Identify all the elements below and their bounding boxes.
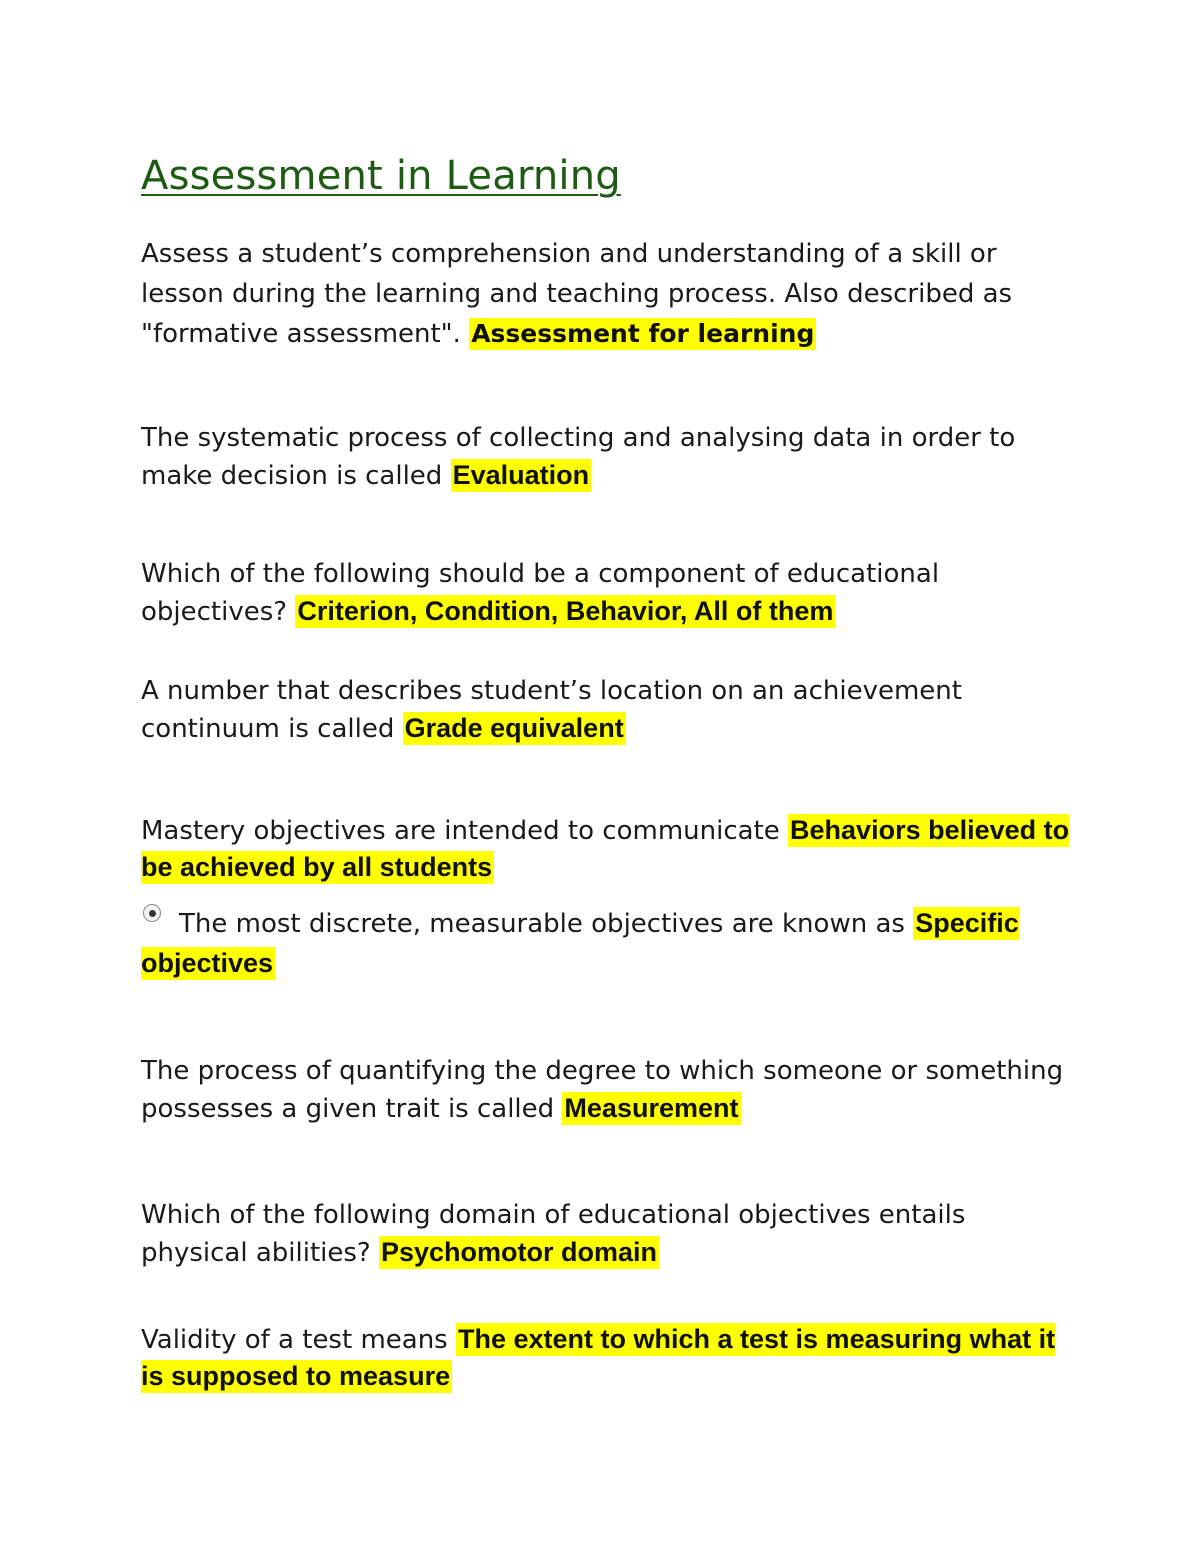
qa-item-9 <box>141 1321 1071 1395</box>
qa-item-5 <box>141 812 1071 886</box>
answer-highlight: Measurement <box>564 1093 739 1123</box>
document-page <box>141 150 1071 202</box>
qa-item-4 <box>141 673 1071 748</box>
answer-highlight: Evaluation <box>452 460 590 490</box>
answer-highlight: Psychomotor domain <box>381 1237 658 1267</box>
question-text: Mastery objectives are intended to communicate <box>141 816 789 846</box>
question-text: Assess a student’s comprehension and understanding of a skill or lesson during the learning and teaching process. Also described as "formative assessment". <box>141 239 1013 349</box>
qa-item-6 <box>141 904 1071 984</box>
page-title: Assessment in Learning <box>141 153 621 199</box>
qa-item-2 <box>141 420 1071 495</box>
answer-highlight: Grade equivalent <box>404 713 624 743</box>
qa-item-8 <box>141 1197 1071 1272</box>
question-text: Which of the following should be a component of educational objectives? <box>141 559 940 627</box>
answer-highlight: Behaviors believed to be achieved by all students <box>141 815 1070 882</box>
question-text: The systematic process of collecting and analysing data in order to make decision is called <box>141 423 1016 491</box>
question-text: Which of the following domain of educational objectives entails physical abilities? <box>141 1200 966 1268</box>
answer-highlight: Assessment for learning <box>471 319 815 348</box>
question-text: The process of quantifying the degree to which someone or something possesses a given trait is called <box>141 1056 1064 1124</box>
answer-highlight: Criterion, Condition, Behavior, All of them <box>297 596 834 626</box>
qa-item-3 <box>141 556 1071 631</box>
question-text: The most discrete, measurable objectives are known as <box>179 909 914 939</box>
question-text: A number that describes student’s location on an achievement continuum is called <box>141 676 962 744</box>
answer-highlight: Specific objectives <box>141 908 1019 978</box>
answer-highlight: The extent to which a test is measuring what it is supposed to measure <box>141 1324 1056 1391</box>
radio-selected-icon <box>143 904 161 922</box>
qa-item-7 <box>141 1053 1071 1128</box>
qa-item-1 <box>141 234 1071 354</box>
question-text: Validity of a test means <box>141 1325 456 1355</box>
